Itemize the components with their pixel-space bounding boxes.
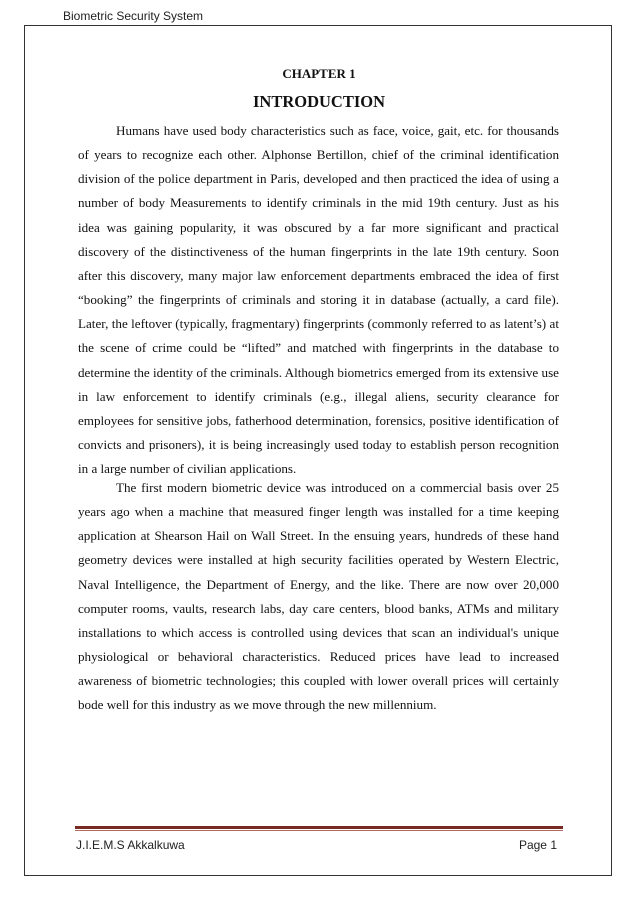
footer-institution: J.I.E.M.S Akkalkuwa	[76, 838, 185, 852]
running-header: Biometric Security System	[63, 9, 204, 23]
footer-rule-thin	[75, 830, 563, 831]
body-paragraph-1: Humans have used body characteristics such as face, voice, gait, etc. for thousands of years to recognize each other. Alphonse Bertillon, chief of the criminal identification division of the police department in Paris, developed and then practiced the idea of using a number of body Measurements to identify criminals in the mid 19th century. Just as his idea was gaining popularity, it was obscured by a far more significant and practical discovery of the distinctiveness of the human fingerprints in the late 19th century. Soon after this discovery, many major law enforcement departments embraced the idea of first “booking” the fingerprints of criminals and storing it in database (actually, a card file). Later, the leftover (typically, fragmentary) fingerprints (commonly referred to as latent’s) at the scene of crime could be “lifted” and matched with fingerprints in the database to determine the identity of the criminals. Although biometrics emerged from its extensive use in law enforcement to identify criminals (e.g., illegal aliens, security clearance for employees for sensitive jobs, fatherhood determination, forensics, positive identification of convicts and prisoners), it is being increasingly used today to establish person recognition in a large number of civilian applications.	[78, 123, 559, 477]
chapter-title: INTRODUCTION	[252, 92, 386, 111]
footer-rule	[75, 826, 563, 829]
body-paragraph-2: The first modern biometric device was introduced on a commercial basis over 25 years ago when a machine that measured finger length was installed for a time keeping application at Shearson Hail on Wall Street. In the ensuing years, hundreds of these hand geometry devices were installed at high security facilities operated by Western Electric, Naval Intelligence, the Department of Energy, and the like. There are now over 20,000 computer rooms, vaults, research labs, day care centers, blood banks, ATMs and military installations to which access is controlled using devices that scan an individual's unique physiological or behavioral characteristics. Reduced prices have lead to increased awareness of biometric technologies; this coupled with lower overall prices will certainly bode well for this industry as we move through the new millennium.	[78, 480, 559, 713]
chapter-label: CHAPTER 1	[282, 66, 356, 81]
page-number: Page 1	[518, 838, 557, 852]
